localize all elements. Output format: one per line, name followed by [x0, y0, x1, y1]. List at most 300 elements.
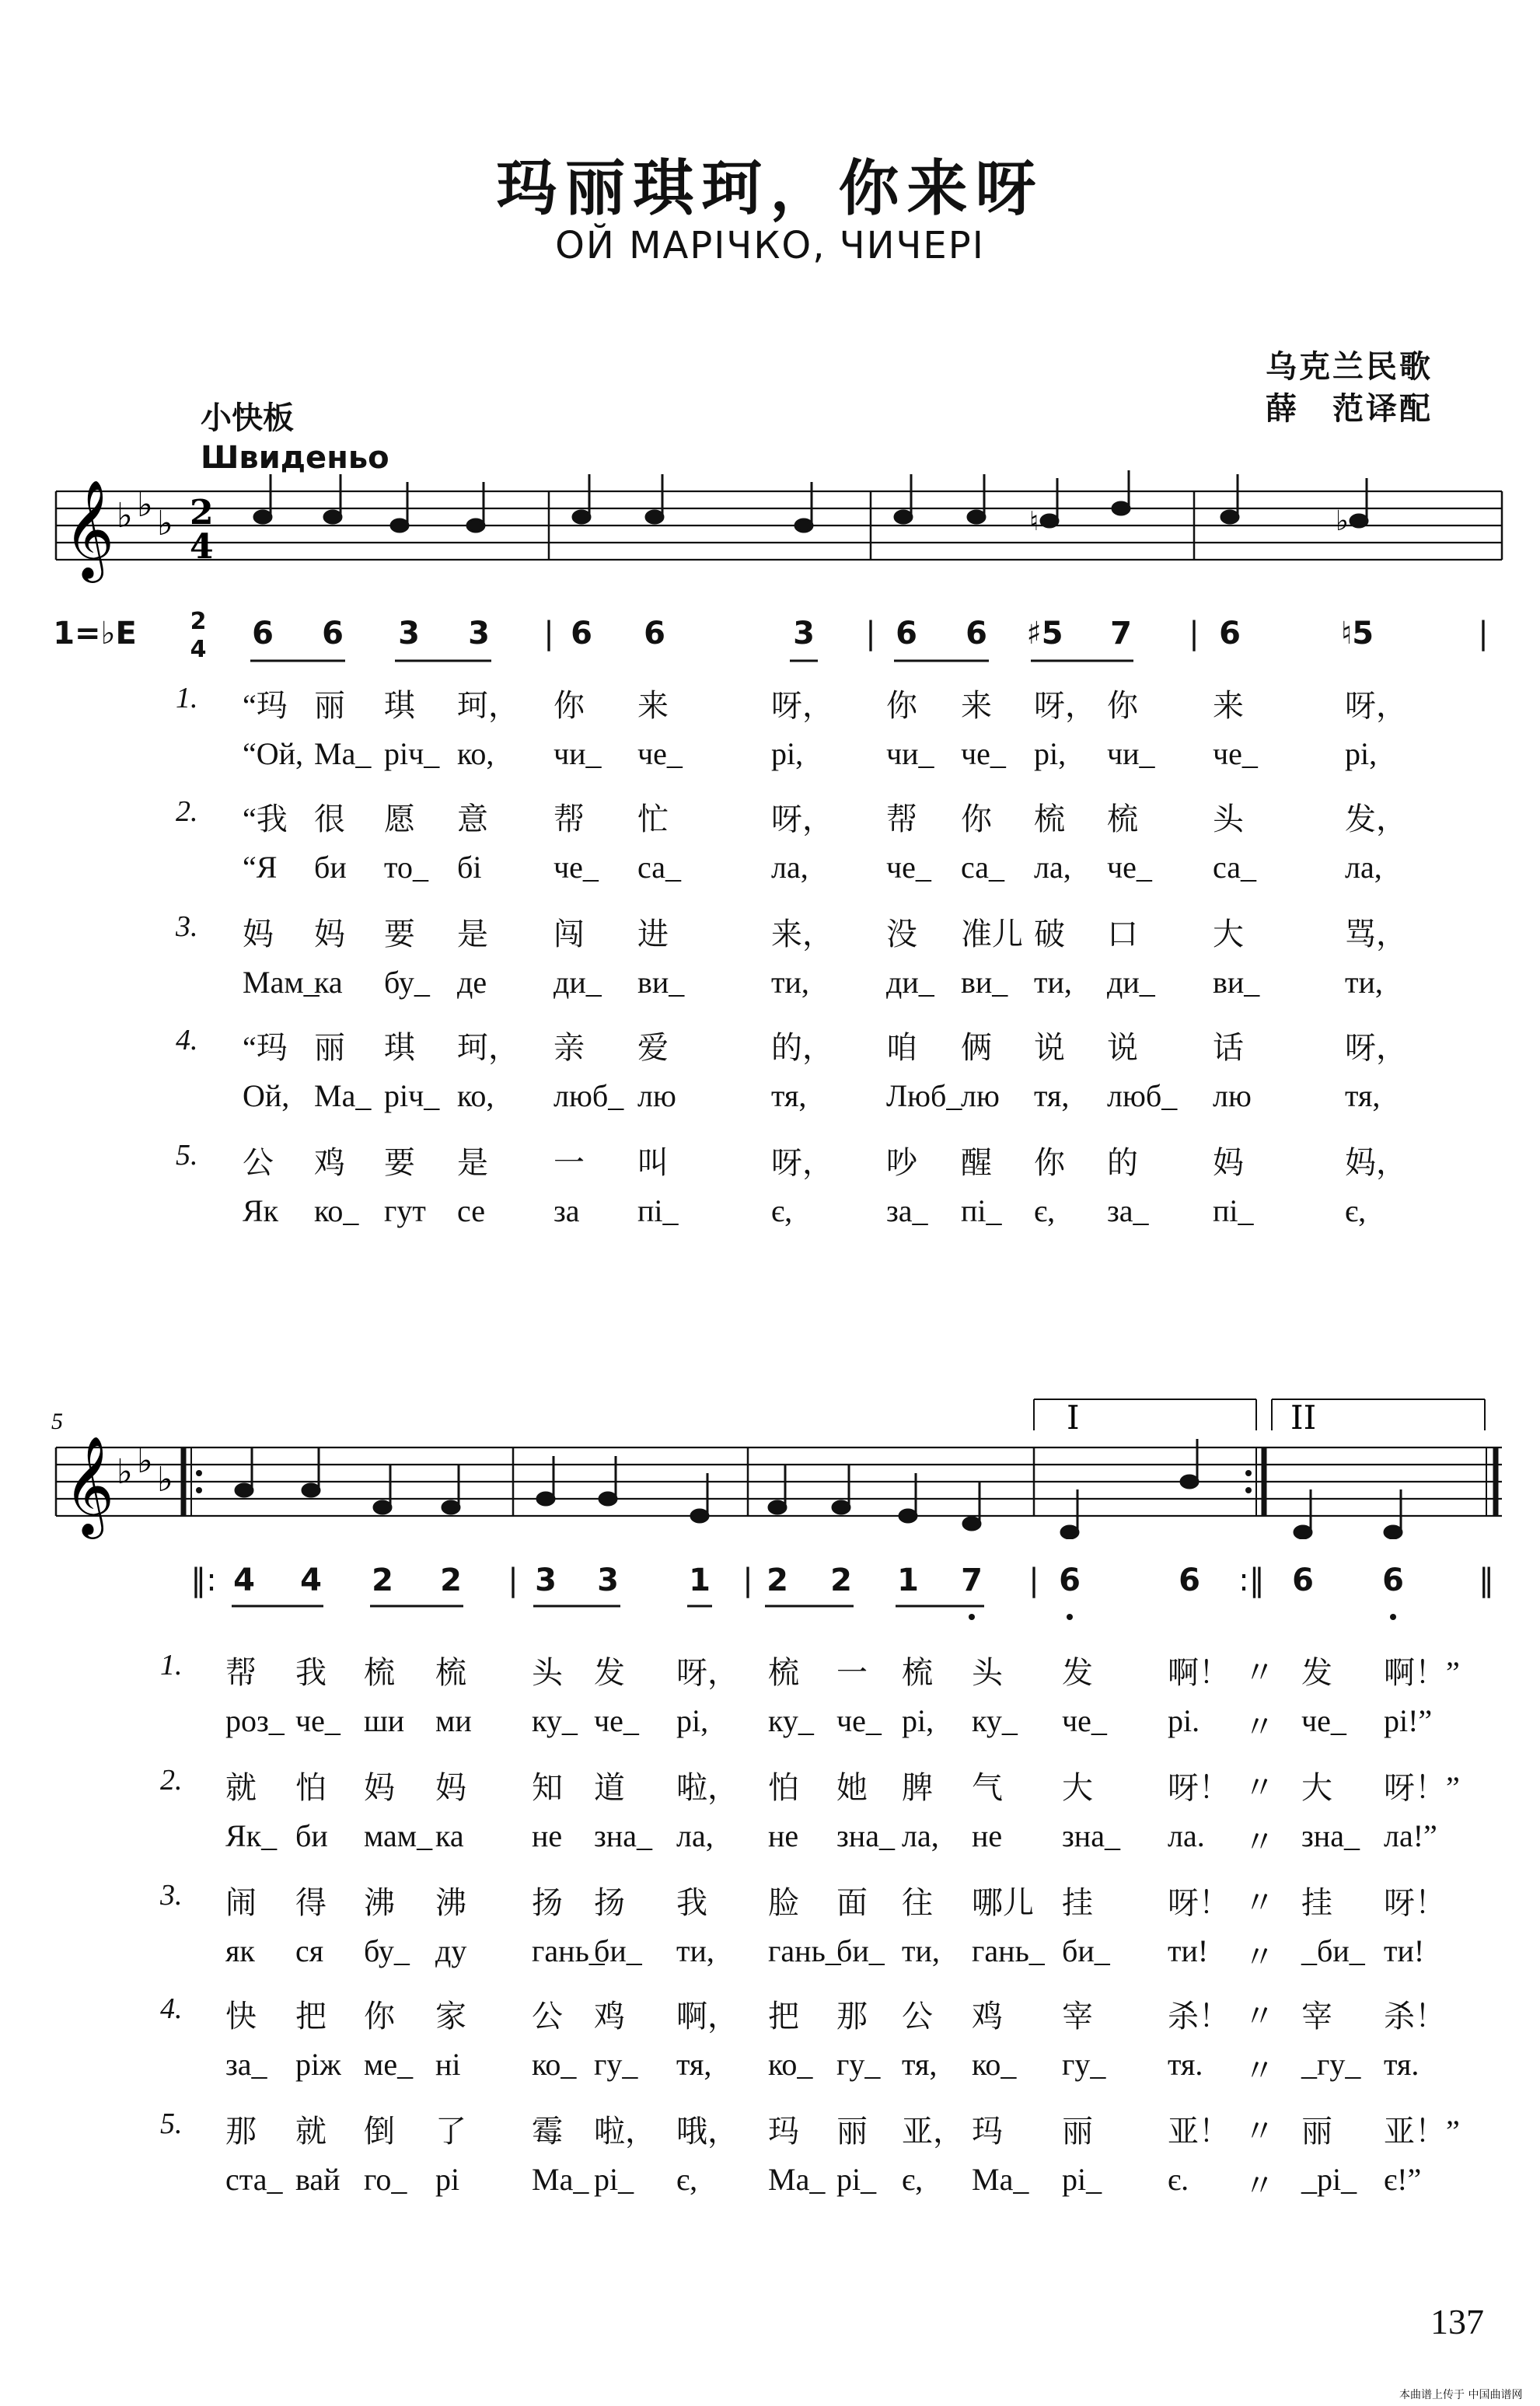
lyric-syllable: чи_ [1107, 736, 1155, 771]
lyric-syllable: пі_ [1213, 1193, 1254, 1228]
lyric-syllable: 你 [961, 801, 992, 836]
page-number: 137 [1430, 2302, 1484, 2341]
lyric-syllable: тя, [771, 1078, 807, 1113]
lyric-syllable: ла, [771, 850, 808, 885]
lyric-syllable: ко_ [972, 2047, 1017, 2082]
lyric-syllable: 愿 [384, 801, 415, 836]
lyric-syllable: 宰 [1301, 1999, 1332, 2034]
lyric-syllable: 的 [1107, 1145, 1138, 1180]
lyric-syllable: 她 [836, 1770, 868, 1805]
lyric-syllable: 就 [295, 2114, 327, 2149]
lyric-syllable: 丽 [1301, 2114, 1332, 2149]
lyric-syllable: 你 [1107, 688, 1138, 723]
lyric-syllable: 呀！ [1168, 1885, 1230, 1920]
lyric-syllable: “Ой, [243, 736, 304, 771]
lyric-syllable: 〃 [1244, 2168, 1275, 2203]
lyric-syllable: ся [295, 1933, 324, 1968]
treble-clef-icon: 𝄞 [64, 479, 115, 578]
lyric-line [0, 1878, 1540, 1920]
lyric-syllable: ні [435, 2047, 461, 2082]
lyric-syllable: 知 [532, 1770, 563, 1805]
lyric-syllable: че_ [1062, 1703, 1107, 1738]
lyric-syllable: річ_ [384, 1078, 440, 1113]
lyric-syllable: 呀， [771, 688, 833, 723]
lyric-syllable: є, [771, 1193, 793, 1228]
lyric-syllable: ти! [1384, 1933, 1425, 1968]
lyric-syllable: ка [435, 1818, 464, 1853]
lyric-syllable: 妈 [364, 1770, 395, 1805]
lyric-syllable: _би_ [1301, 1933, 1365, 1968]
verse-number: 1. [160, 1649, 183, 1681]
lyric-syllable: 了 [435, 2114, 466, 2149]
lyric-syllable: 帮 [553, 801, 585, 836]
lyric-syllable: 呀， [1345, 1030, 1407, 1065]
lyric-syllable: 鸡 [314, 1145, 345, 1180]
lyric-syllable: би_ [594, 1933, 642, 1968]
lyric-syllable: гань_ [768, 1933, 841, 1968]
lyric-syllable: мам_ [364, 1818, 433, 1853]
lyric-syllable: ви_ [961, 965, 1008, 1000]
lyric-syllable: тя, [1034, 1078, 1070, 1113]
lyric-syllable: зна_ [836, 1818, 895, 1853]
lyric-syllable: лю [1213, 1078, 1252, 1113]
lyric-syllable: 妈 [1213, 1145, 1244, 1180]
lyric-syllable: 鸡 [594, 1999, 625, 2034]
lyric-syllable: чи_ [886, 736, 934, 771]
lyric-syllable: ла, [1345, 850, 1382, 885]
lyric-syllable: ми [435, 1703, 472, 1738]
lyric-syllable: 〃 [1244, 1709, 1275, 1744]
lyric-line [0, 735, 1540, 774]
lyric-line [0, 2107, 1540, 2149]
lyric-syllable: 怕 [768, 1770, 799, 1805]
lyric-syllable: ти, [1345, 965, 1383, 1000]
lyric-syllable: 亚！” [1384, 2114, 1460, 2149]
lyric-line [0, 910, 1540, 952]
lyric-syllable: 就 [225, 1770, 257, 1805]
lyric-syllable: Ой, [243, 1078, 290, 1113]
lyric-syllable: ви_ [637, 965, 685, 1000]
jianpu-underlines-2 [0, 1603, 1540, 1626]
lyric-line [0, 1077, 1540, 1116]
lyric-syllable: 妈 [314, 917, 345, 952]
lyric-syllable: ку_ [532, 1703, 578, 1738]
lyric-syllable: ріж [295, 2047, 341, 2082]
lyric-syllable: Люб_ [886, 1078, 962, 1113]
lyric-syllable: річ_ [384, 736, 440, 771]
lyric-syllable: 说 [1034, 1030, 1065, 1065]
lyric-syllable: 啊！ [1168, 1655, 1230, 1690]
lyric-syllable: 挂 [1301, 1885, 1332, 1920]
lyric-syllable: 来 [1213, 688, 1244, 723]
lyric-syllable: 杀！ [1384, 1999, 1446, 2034]
svg-text:♭: ♭ [157, 504, 173, 543]
svg-text:♭: ♭ [117, 496, 133, 536]
lyric-syllable: 骂， [1345, 917, 1407, 952]
svg-text:♭: ♭ [117, 1452, 133, 1492]
lyric-syllable: _гу_ [1301, 2047, 1361, 2082]
lyric-syllable: 珂， [457, 1030, 519, 1065]
lyric-syllable: че_ [295, 1703, 340, 1738]
lyric-syllable: 脸 [768, 1885, 799, 1920]
lyric-syllable: ме_ [364, 2047, 414, 2082]
lyric-syllable: 啦， [676, 1770, 739, 1805]
lyric-syllable: 玛 [768, 2114, 799, 2149]
jianpu-line-1: 1=♭E 2 4 6 6 3 3 | 6 6 3 | 6 6 ♯5 7 | 6 ♮5 | [53, 608, 1489, 663]
lyric-syllable: 妈， [1345, 1145, 1407, 1180]
lyric-syllable: 丽 [314, 1030, 345, 1065]
verse-number: 5. [160, 2107, 183, 2140]
tempo-uk: Швиденьо [201, 440, 389, 476]
svg-text:♭: ♭ [137, 485, 153, 525]
lyric-syllable: 琪 [384, 1030, 415, 1065]
lyric-syllable: 琪 [384, 688, 415, 723]
svg-text:4: 4 [190, 527, 214, 567]
lyric-syllable: то_ [384, 850, 428, 885]
measure-number: 5 [51, 1409, 63, 1434]
verse-number: 4. [176, 1024, 198, 1056]
lyric-syllable: 丽 [836, 2114, 868, 2149]
lyric-syllable: 公 [902, 1999, 933, 2034]
lyric-syllable: 要 [384, 917, 415, 952]
lyric-syllable: 〃 [1244, 1770, 1275, 1805]
lyric-syllable: 的， [771, 1030, 833, 1065]
lyric-syllable: 你 [553, 688, 585, 723]
lyric-syllable: 把 [295, 1999, 327, 2034]
lyric-syllable: 头 [1213, 801, 1244, 836]
lyric-syllable: 〃 [1244, 1825, 1275, 1859]
lyric-syllable: 俩 [961, 1030, 992, 1065]
lyric-syllable: 脾 [902, 1770, 933, 1805]
lyric-syllable: гань_ [532, 1933, 605, 1968]
svg-text:♭: ♭ [1336, 505, 1349, 537]
lyric-syllable: би [314, 850, 347, 885]
lyric-syllable: 呀！ [1384, 1885, 1446, 1920]
lyric-syllable: є!” [1384, 2162, 1422, 2197]
lyric-syllable: ти, [771, 965, 809, 1000]
lyric-syllable: ко_ [532, 2047, 577, 2082]
lyric-syllable: бі [457, 850, 482, 885]
lyric-syllable: ши [364, 1703, 405, 1738]
lyric-syllable: ла, [1034, 850, 1071, 885]
lyric-syllable: 丽 [1062, 2114, 1093, 2149]
lyric-syllable: 杀！ [1168, 1999, 1230, 2034]
lyric-syllable: 一 [836, 1655, 868, 1690]
lyric-syllable: се [457, 1193, 485, 1228]
lyric-syllable: Ма_ [532, 2162, 589, 2197]
song-subtitle: ОЙ МАРІЧКО, ЧИЧЕРІ [555, 224, 985, 267]
lyric-syllable: ко, [457, 1078, 494, 1113]
lyric-syllable: 往 [902, 1885, 933, 1920]
lyric-syllable: 闯 [553, 917, 585, 952]
lyric-syllable: 快 [225, 1999, 257, 2034]
lyric-syllable: люб_ [553, 1078, 624, 1113]
lyric-syllable: Ма_ [972, 2162, 1029, 2197]
lyric-syllable: Як [243, 1193, 279, 1228]
lyric-syllable: 发 [1301, 1655, 1332, 1690]
lyric-line [0, 2046, 1540, 2088]
lyric-syllable: не [532, 1818, 563, 1853]
lyric-syllable: лю [637, 1078, 676, 1113]
lyric-syllable: 呀， [771, 801, 833, 836]
lyric-syllable: 啦， [594, 2114, 656, 2149]
lyric-syllable: роз_ [225, 1703, 285, 1738]
lyric-syllable: тя, [902, 2047, 938, 2082]
lyric-syllable: рі. [1168, 1703, 1200, 1738]
lyric-syllable: Як_ [225, 1818, 278, 1853]
lyric-syllable: 我 [295, 1655, 327, 1690]
lyric-syllable: 妈 [435, 1770, 466, 1805]
lyric-syllable: “玛 [243, 1030, 288, 1065]
lyric-syllable: 挂 [1062, 1885, 1093, 1920]
lyric-syllable: за_ [886, 1193, 928, 1228]
lyric-syllable: 哪儿 [972, 1885, 1034, 1920]
lyric-syllable: гань_ [972, 1933, 1045, 1968]
lyric-syllable: 道 [594, 1770, 625, 1805]
lyric-syllable: 呀！ [1168, 1770, 1230, 1805]
lyric-syllable: 沸 [435, 1885, 466, 1920]
lyric-syllable: 梳 [435, 1655, 466, 1690]
song-title: 玛丽琪珂，你来呀 [496, 153, 1044, 224]
lyric-syllable: са_ [1213, 850, 1256, 885]
key-label: 1=♭E [53, 616, 137, 651]
lyric-syllable: 发， [1345, 801, 1407, 836]
lyric-syllable: 亚！ [1168, 2114, 1230, 2149]
lyric-syllable: “玛 [243, 688, 288, 723]
verse-number: 3. [160, 1879, 183, 1912]
lyric-syllable: 〃 [1244, 2053, 1275, 2088]
lyric-syllable: Мам_ [243, 965, 320, 1000]
lyric-syllable: 是 [457, 917, 488, 952]
lyric-syllable: 公 [243, 1145, 274, 1180]
lyric-syllable: рі, [1345, 736, 1378, 771]
lyric-syllable: 口 [1107, 917, 1138, 952]
lyric-syllable: 公 [532, 1999, 563, 2034]
lyric-syllable: ди_ [886, 965, 934, 1000]
lyric-syllable: 我 [676, 1885, 707, 1920]
lyric-line [0, 794, 1540, 836]
lyric-syllable: би_ [836, 1933, 885, 1968]
translator-credit: 薛 范译配 [1266, 391, 1433, 427]
origin-credit: 乌克兰民歌 [1266, 349, 1433, 385]
verse-number: 2. [176, 795, 198, 828]
lyric-syllable: 梳 [768, 1655, 799, 1690]
lyric-syllable: тя, [1345, 1078, 1381, 1113]
lyric-syllable: зна_ [1301, 1818, 1360, 1853]
lyric-syllable: де [457, 965, 487, 1000]
lyric-syllable: го_ [364, 2162, 407, 2197]
lyric-syllable: 帮 [225, 1655, 257, 1690]
lyric-syllable: 大 [1301, 1770, 1332, 1805]
lyric-syllable: 哦， [676, 2114, 739, 2149]
lyric-line [0, 1702, 1540, 1744]
lyric-syllable: 发 [594, 1655, 625, 1690]
lyric-syllable: 发 [1062, 1655, 1093, 1690]
lyric-syllable: “我 [243, 801, 288, 836]
lyric-syllable: че_ [836, 1703, 882, 1738]
lyric-syllable: 倒 [364, 2114, 395, 2149]
lyric-syllable: 家 [435, 1999, 466, 2034]
lyric-syllable: не [768, 1818, 799, 1853]
lyric-syllable: рі_ [594, 2162, 634, 2197]
lyric-syllable: 玛 [972, 2114, 1003, 2149]
lyric-syllable: тя. [1168, 2047, 1203, 2082]
lyric-syllable: Ма_ [768, 2162, 826, 2197]
lyric-syllable: че_ [1301, 1703, 1346, 1738]
lyric-syllable: 梳 [902, 1655, 933, 1690]
lyric-syllable: ста_ [225, 2162, 283, 2197]
lyric-syllable: “Я [243, 850, 278, 885]
lyric-syllable: є, [1345, 1193, 1367, 1228]
lyric-syllable: 一 [553, 1145, 585, 1180]
lyric-syllable: че_ [1107, 850, 1152, 885]
lyric-syllable: ви_ [1213, 965, 1260, 1000]
volta-first: I [1067, 1399, 1080, 1437]
lyric-syllable: бу_ [364, 1933, 410, 1968]
lyric-syllable: бу_ [384, 965, 430, 1000]
lyric-syllable: ко_ [768, 2047, 813, 2082]
lyric-line [0, 681, 1540, 723]
lyric-syllable: 帮 [886, 801, 917, 836]
lyric-syllable: пі_ [961, 1193, 1002, 1228]
lyric-syllable: 梳 [364, 1655, 395, 1690]
lyric-syllable: 得 [295, 1885, 327, 1920]
lyric-syllable: 亚， [902, 2114, 964, 2149]
lyric-syllable: 来 [961, 688, 992, 723]
lyric-syllable: 面 [836, 1885, 868, 1920]
lyric-syllable: 气 [972, 1770, 1003, 1805]
lyric-syllable: 要 [384, 1145, 415, 1180]
lyric-syllable: че_ [637, 736, 683, 771]
lyric-syllable: 〃 [1244, 1999, 1275, 2034]
lyric-syllable: са_ [961, 850, 1004, 885]
lyric-syllable: 呀， [676, 1655, 739, 1690]
lyric-syllable: 大 [1062, 1770, 1093, 1805]
lyric-syllable: є, [1034, 1193, 1056, 1228]
lyric-syllable: гу_ [836, 2047, 881, 2082]
verse-number: 4. [160, 1992, 183, 2025]
staff-system-1 [0, 466, 1540, 583]
lyric-syllable: че_ [553, 850, 599, 885]
lyric-syllable: ка [314, 965, 343, 1000]
lyric-syllable: лю [961, 1078, 1000, 1113]
lyric-syllable: 〃 [1244, 1940, 1275, 1975]
lyric-line [0, 1992, 1540, 2034]
lyric-syllable: 头 [532, 1655, 563, 1690]
lyric-syllable: 那 [225, 2114, 257, 2149]
lyric-syllable: зна_ [1062, 1818, 1120, 1853]
lyric-syllable: 破 [1034, 917, 1065, 952]
lyric-syllable: 那 [836, 1999, 868, 2034]
lyric-line [0, 964, 1540, 1003]
lyric-syllable: 准儿 [961, 917, 1023, 952]
svg-text:♭: ♭ [137, 1441, 153, 1481]
lyric-line [0, 1193, 1540, 1231]
tempo-zh: 小快板 [201, 400, 294, 436]
lyric-syllable: тя, [676, 2047, 712, 2082]
lyric-syllable: рі!” [1384, 1703, 1433, 1738]
lyric-syllable: ти, [902, 1933, 940, 1968]
lyric-syllable: ди_ [553, 965, 602, 1000]
lyric-syllable: 你 [886, 688, 917, 723]
footer-note: 本曲谱上传于 中国曲谱网 [1399, 2389, 1523, 2401]
lyric-syllable: 来， [771, 917, 833, 952]
lyric-syllable: 扬 [594, 1885, 625, 1920]
lyric-syllable: є, [676, 2162, 698, 2197]
lyric-syllable: ла, [902, 1818, 939, 1853]
lyric-syllable: че_ [886, 850, 931, 885]
lyric-line [0, 1648, 1540, 1690]
lyric-syllable: ку_ [768, 1703, 814, 1738]
lyric-syllable: рі [435, 2162, 460, 2197]
lyric-line [0, 1933, 1540, 1975]
lyric-syllable: ко, [457, 736, 494, 771]
lyric-syllable: 扬 [532, 1885, 563, 1920]
verse-number: 1. [176, 682, 198, 714]
lyric-syllable: 丽 [314, 688, 345, 723]
jianpu-underlines-1 [0, 658, 1540, 665]
lyric-syllable: є, [902, 2162, 924, 2197]
lyric-syllable: ти, [676, 1933, 714, 1968]
lyric-syllable: рі_ [1062, 2162, 1102, 2197]
lyric-line [0, 1023, 1540, 1065]
lyric-syllable: рі, [676, 1703, 709, 1738]
lyric-syllable: не [972, 1818, 1003, 1853]
lyric-syllable: ди_ [1107, 965, 1155, 1000]
lyric-syllable: ла. [1168, 1818, 1205, 1853]
lyric-syllable: че_ [961, 736, 1006, 771]
lyric-syllable: 很 [314, 801, 345, 836]
svg-text:2: 2 [190, 493, 214, 533]
lyric-syllable: 说 [1107, 1030, 1138, 1065]
lyric-syllable: 爱 [637, 1030, 669, 1065]
lyric-syllable: 沸 [364, 1885, 395, 1920]
lyric-syllable: 咱 [886, 1030, 917, 1065]
verse-number: 2. [160, 1764, 183, 1797]
lyric-syllable: чи_ [553, 736, 602, 771]
lyric-syllable: рі_ [836, 2162, 877, 2197]
lyric-syllable: 忙 [637, 801, 669, 836]
lyric-syllable: 意 [457, 801, 488, 836]
lyric-syllable: є. [1168, 2162, 1189, 2197]
verse-number: 5. [176, 1139, 198, 1172]
lyric-syllable: 叫 [637, 1145, 669, 1180]
lyric-line [0, 1763, 1540, 1805]
lyric-syllable: 来 [637, 688, 669, 723]
lyric-syllable: 梳 [1107, 801, 1138, 836]
lyric-syllable: гу_ [1062, 2047, 1106, 2082]
lyric-syllable: 宰 [1062, 1999, 1093, 2034]
volta-second: II [1290, 1399, 1317, 1437]
treble-clef-icon: 𝄞 [64, 1435, 115, 1535]
svg-text:♭: ♭ [157, 1460, 173, 1500]
lyric-syllable: 进 [637, 917, 669, 952]
lyric-syllable: 头 [972, 1655, 1003, 1690]
lyric-syllable: ду [435, 1933, 467, 1968]
lyric-line [0, 2161, 1540, 2203]
lyric-syllable: ла, [676, 1818, 714, 1853]
lyric-syllable: рі, [771, 736, 804, 771]
lyric-syllable: гут [384, 1193, 426, 1228]
lyric-syllable: 〃 [1244, 2114, 1275, 2149]
lyric-syllable: 醒 [961, 1145, 992, 1180]
lyric-line [0, 849, 1540, 888]
lyric-syllable: ко_ [314, 1193, 359, 1228]
verse-number: 3. [176, 910, 198, 943]
lyric-syllable: 呀， [1345, 688, 1407, 723]
lyric-syllable: зна_ [594, 1818, 652, 1853]
lyric-line [0, 1818, 1540, 1859]
